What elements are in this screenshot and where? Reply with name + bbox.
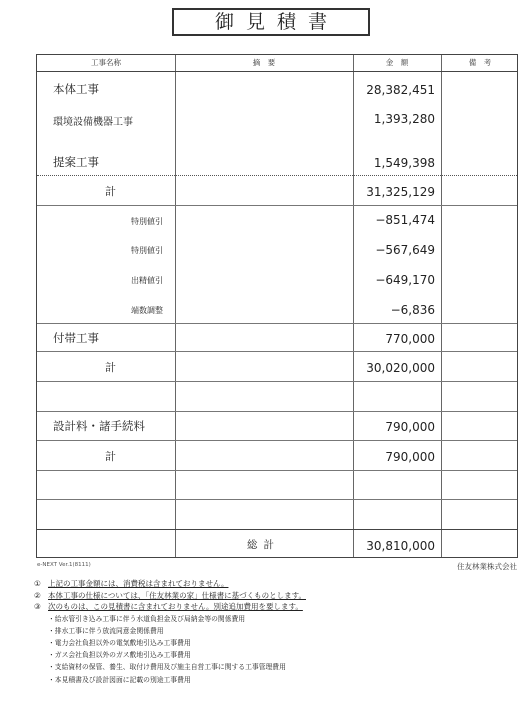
discount-amount: −6,836 — [390, 303, 435, 317]
discount-amount: −649,170 — [375, 273, 435, 287]
estimate-table — [36, 54, 518, 558]
note-text: 本体工事の仕様については、「住友林業の家」仕様書に基づくものとします。 — [48, 590, 306, 600]
exclusion-item: ・ ガス会社負担以外のガス敷地引込み工事費用 — [34, 649, 514, 661]
row-divider — [37, 381, 517, 382]
exclusion-item: ・ 給水管引き込み工事に伴う水道負担金及び局納金等の関係費用 — [34, 613, 514, 625]
discount-label: 出精値引 — [131, 276, 163, 285]
subtotal-amount: 30,020,000 — [366, 361, 435, 375]
exclusion-item: ・ 支給資材の保管、養生、取付け費用及び施主自営工事に関する工事管理費用 — [34, 661, 514, 673]
discount-amount: −567,649 — [375, 243, 435, 257]
ancillary-amount: 770,000 — [385, 332, 435, 346]
row-divider — [37, 205, 517, 206]
grand-total-amount: 30,810,000 — [366, 539, 435, 553]
ancillary-label: 付帯工事 — [53, 331, 99, 345]
header-amount: 金 額 — [385, 58, 409, 67]
document-title: 御見積書 — [172, 8, 370, 36]
row-divider — [37, 411, 517, 412]
note-text: 次のものは、この見積書に含まれておりません。別途追加費用を要します。 — [48, 602, 303, 611]
row-divider — [37, 175, 517, 176]
note-text: 上記の工事金額には、消費税は含まれておりません。 — [48, 579, 229, 588]
grand-total-divider — [37, 529, 517, 530]
design-fee-amount: 790,000 — [385, 420, 435, 434]
row-amount-main: 28,382,451 — [366, 83, 435, 97]
exclusion-item: ・ 電力会社負担以外の電気敷地引込み工事費用 — [34, 637, 514, 649]
discount-label: 端数調整 — [131, 306, 163, 315]
note-item — [34, 601, 514, 613]
grand-total-label: 総計 — [247, 539, 280, 551]
row-amount-equipment: 1,393,280 — [373, 112, 435, 126]
row-divider — [37, 499, 517, 500]
form-version: e-NEXT Ver.1(8111) — [37, 562, 91, 568]
row-divider — [37, 351, 517, 352]
exclusion-item: ・ 排水工事に伴う放流同意金関係費用 — [34, 625, 514, 637]
note-item — [34, 590, 514, 602]
note-item — [34, 578, 514, 590]
column-divider — [175, 55, 176, 557]
note-number: ② — [34, 590, 41, 600]
subtotal-label: 計 — [105, 450, 116, 463]
subtotal-label: 計 — [105, 185, 116, 198]
row-divider — [37, 323, 517, 324]
company-name: 住友林業株式会社 — [457, 562, 517, 571]
subtotal-amount: 790,000 — [385, 450, 435, 464]
discount-label: 特別値引 — [131, 217, 163, 226]
row-label-proposal: 提案工事 — [53, 155, 99, 169]
subtotal-amount: 31,325,129 — [366, 185, 435, 199]
header-summary: 摘 要 — [252, 58, 276, 67]
note-number: ① — [34, 579, 41, 588]
row-divider — [37, 470, 517, 471]
column-divider — [441, 55, 442, 557]
discount-label: 特別値引 — [131, 246, 163, 255]
discount-amount: −851,474 — [375, 213, 435, 227]
header-remarks: 備 考 — [468, 58, 492, 67]
row-label-main: 本体工事 — [53, 82, 99, 96]
row-divider — [37, 440, 517, 441]
header-item: 工事名称 — [91, 58, 121, 67]
note-number: ③ — [34, 602, 41, 611]
row-amount-proposal: 1,549,398 — [373, 156, 435, 170]
subtotal-label: 計 — [105, 361, 116, 374]
design-fee-label: 設計料・諸手続料 — [53, 419, 145, 433]
notes-section — [34, 578, 514, 686]
column-divider — [353, 55, 354, 557]
row-label-equipment: 環境設備機器工事 — [53, 117, 133, 128]
header-divider — [37, 71, 517, 72]
exclusion-item: ・ 本見積書及び設計図面に記載の別途工事費用 — [34, 674, 514, 686]
